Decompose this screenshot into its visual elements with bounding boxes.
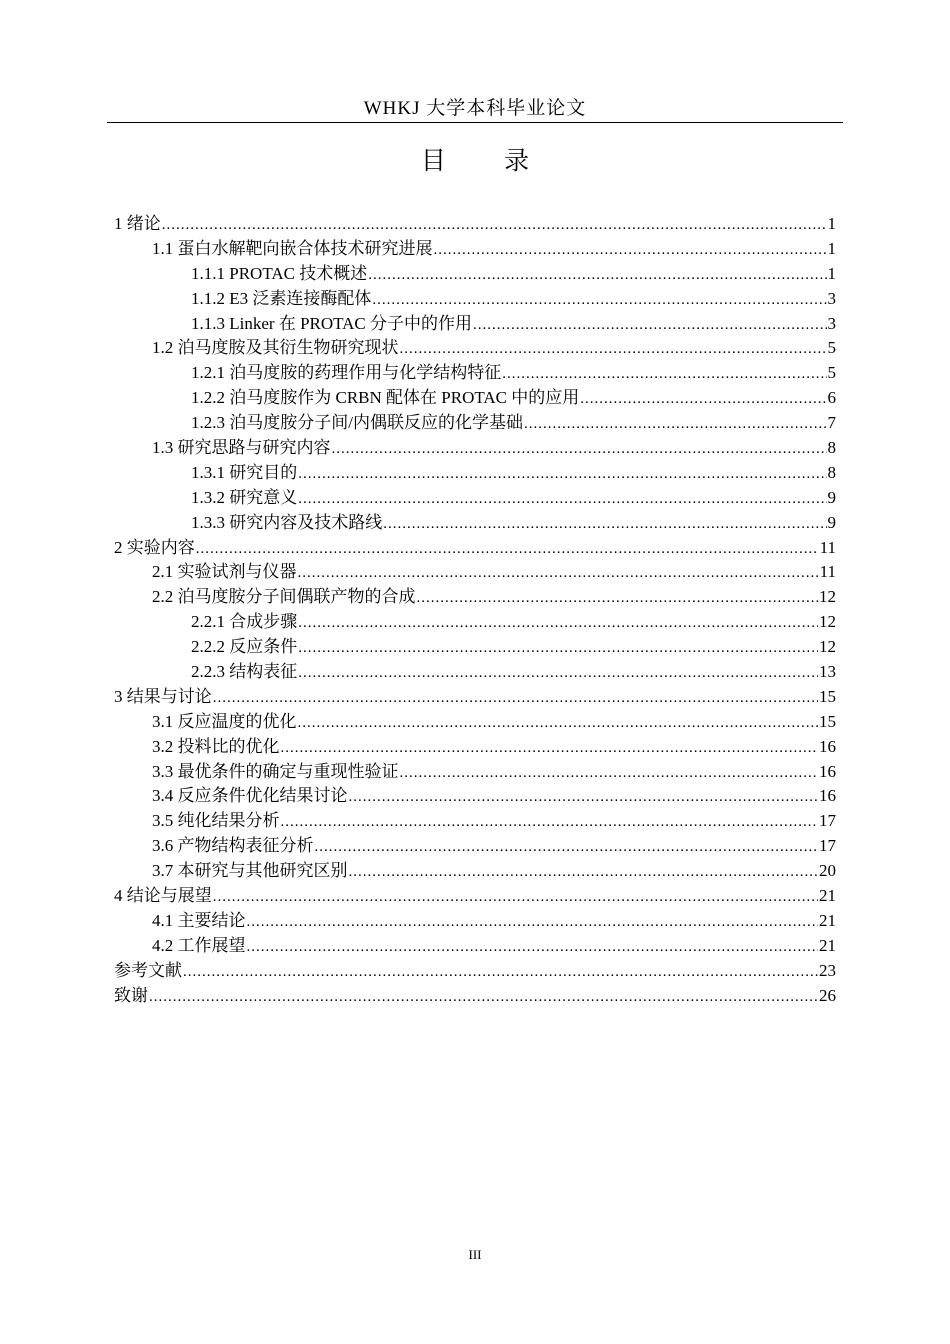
toc-dot-leader bbox=[247, 935, 819, 960]
toc-entry[interactable] bbox=[114, 884, 836, 909]
toc-entry-page: 16 bbox=[819, 786, 836, 806]
toc-entry-page: 1 bbox=[827, 263, 836, 283]
toc-entry-label: 1.1.2 E3 泛素连接酶配体 bbox=[191, 288, 372, 308]
toc-entry-label: 2.2.2 反应条件 bbox=[191, 637, 298, 657]
toc-dot-leader bbox=[417, 586, 819, 611]
toc-entry-label: 1.3.1 研究目的 bbox=[191, 462, 298, 482]
toc-dot-leader bbox=[298, 661, 818, 686]
toc-entry-label: 3.6 产物结构表征分析 bbox=[152, 836, 314, 856]
toc-entry-page: 17 bbox=[819, 836, 836, 856]
toc-entry[interactable] bbox=[114, 511, 836, 536]
toc-entry-page: 12 bbox=[819, 612, 836, 632]
toc-entry-label: 1.2.1 泊马度胺的药理作用与化学结构特征 bbox=[191, 363, 502, 383]
toc-entry-page: 5 bbox=[827, 338, 836, 358]
toc-dot-leader bbox=[368, 263, 826, 288]
toc-entry[interactable] bbox=[114, 660, 836, 685]
toc-entry-label: 4.2 工作展望 bbox=[152, 935, 246, 955]
header-rule bbox=[107, 122, 843, 123]
toc-entry[interactable] bbox=[114, 685, 836, 710]
toc-entry-label: 1.1 蛋白水解靶向嵌合体技术研究进展 bbox=[152, 238, 433, 258]
toc-entry-label: 1.2 泊马度胺及其衍生物研究现状 bbox=[152, 338, 399, 358]
toc-dot-leader bbox=[315, 835, 819, 860]
toc-entry-label: 1.3 研究思路与研究内容 bbox=[152, 438, 331, 458]
toc-entry[interactable] bbox=[114, 809, 836, 834]
toc-dot-leader bbox=[298, 462, 826, 487]
toc-dot-leader bbox=[298, 561, 819, 586]
toc-dot-leader bbox=[213, 686, 818, 711]
toc-entry-page: 21 bbox=[819, 886, 836, 906]
toc-entry-label: 参考文献 bbox=[114, 960, 182, 980]
toc-entry[interactable] bbox=[114, 336, 836, 361]
toc-entry-page: 20 bbox=[819, 861, 836, 881]
toc-dot-leader bbox=[473, 313, 826, 338]
toc-title: 目 录 bbox=[420, 148, 556, 175]
toc-entry[interactable] bbox=[114, 959, 836, 984]
toc-entry-label: 3.3 最优条件的确定与重现性验证 bbox=[152, 761, 399, 781]
toc-entry-label: 3.5 纯化结果分析 bbox=[152, 811, 280, 831]
toc-entry-page: 12 bbox=[819, 637, 836, 657]
toc-dot-leader bbox=[434, 238, 827, 263]
toc-entry-label: 4 结论与展望 bbox=[114, 886, 212, 906]
toc-entry-label: 2 实验内容 bbox=[114, 537, 195, 557]
toc-entry-page: 16 bbox=[819, 761, 836, 781]
toc-entry[interactable] bbox=[114, 237, 836, 262]
toc-dot-leader bbox=[372, 288, 826, 313]
table-of-contents bbox=[114, 212, 836, 1009]
toc-dot-leader bbox=[298, 487, 826, 512]
toc-entry-page: 7 bbox=[827, 413, 836, 433]
toc-dot-leader bbox=[281, 810, 819, 835]
toc-entry-page: 5 bbox=[827, 363, 836, 383]
toc-entry[interactable] bbox=[114, 934, 836, 959]
toc-entry[interactable] bbox=[114, 859, 836, 884]
toc-dot-leader bbox=[149, 985, 818, 1010]
toc-entry-page: 9 bbox=[827, 512, 836, 532]
toc-entry-page: 8 bbox=[827, 438, 836, 458]
toc-entry-label: 1 绪论 bbox=[114, 214, 161, 233]
toc-entry-label: 2.1 实验试剂与仪器 bbox=[152, 562, 297, 582]
toc-entry-label: 1.2.3 泊马度胺分子间/内偶联反应的化学基础 bbox=[191, 413, 523, 433]
toc-entry[interactable] bbox=[114, 212, 836, 237]
toc-entry-label: 3.2 投料比的优化 bbox=[152, 736, 280, 756]
toc-entry[interactable] bbox=[114, 560, 836, 585]
toc-entry-label: 3.1 反应温度的优化 bbox=[152, 711, 297, 731]
toc-entry-page: 15 bbox=[819, 686, 836, 706]
toc-entry-label: 4.1 主要结论 bbox=[152, 910, 246, 930]
toc-entry-label: 2.2.3 结构表征 bbox=[191, 662, 298, 682]
toc-entry-label: 2.2.1 合成步骤 bbox=[191, 612, 298, 632]
toc-entry-page: 21 bbox=[819, 910, 836, 930]
toc-entry[interactable] bbox=[114, 710, 836, 735]
page-number: III bbox=[468, 1247, 482, 1262]
toc-entry-label: 3.4 反应条件优化结果讨论 bbox=[152, 786, 348, 806]
toc-entry[interactable] bbox=[114, 386, 836, 411]
toc-entry-page: 16 bbox=[819, 736, 836, 756]
toc-entry-page: 26 bbox=[819, 985, 836, 1005]
toc-dot-leader bbox=[196, 537, 819, 562]
toc-dot-leader bbox=[400, 761, 819, 786]
toc-entry[interactable] bbox=[114, 486, 836, 511]
toc-entry[interactable] bbox=[114, 635, 836, 660]
toc-entry-page: 3 bbox=[827, 313, 836, 333]
toc-entry-page: 12 bbox=[819, 587, 836, 607]
toc-entry[interactable] bbox=[114, 585, 836, 610]
toc-dot-leader bbox=[502, 362, 826, 387]
toc-entry[interactable] bbox=[114, 735, 836, 760]
toc-entry[interactable] bbox=[114, 312, 836, 337]
toc-entry-page: 3 bbox=[827, 288, 836, 308]
toc-entry-page: 11 bbox=[819, 562, 836, 582]
toc-entry-label: 3.7 本研究与其他研究区别 bbox=[152, 861, 348, 881]
toc-entry[interactable] bbox=[114, 461, 836, 486]
toc-entry-page: 1 bbox=[827, 214, 836, 233]
toc-dot-leader bbox=[247, 910, 819, 935]
toc-dot-leader bbox=[213, 885, 818, 910]
toc-dot-leader bbox=[298, 636, 818, 661]
toc-entry[interactable] bbox=[114, 984, 836, 1009]
toc-entry[interactable] bbox=[114, 262, 836, 287]
toc-entry-label: 致谢 bbox=[114, 985, 148, 1005]
toc-entry-label: 2.2 泊马度胺分子间偶联产物的合成 bbox=[152, 587, 416, 607]
toc-entry-label: 1.3.3 研究内容及技术路线 bbox=[191, 512, 383, 532]
toc-entry[interactable] bbox=[114, 361, 836, 386]
toc-entry[interactable] bbox=[114, 610, 836, 635]
toc-entry[interactable] bbox=[114, 909, 836, 934]
toc-entry-page: 6 bbox=[827, 388, 836, 408]
toc-entry-label: 1.1.3 Linker 在 PROTAC 分子中的作用 bbox=[191, 313, 473, 333]
toc-entry-label: 1.3.2 研究意义 bbox=[191, 487, 298, 507]
toc-entry-label: 1.1.1 PROTAC 技术概述 bbox=[191, 263, 368, 283]
toc-entry-page: 21 bbox=[819, 935, 836, 955]
toc-dot-leader bbox=[281, 736, 819, 761]
toc-entry-page: 1 bbox=[827, 238, 836, 258]
toc-entry-page: 23 bbox=[819, 960, 836, 980]
toc-entry[interactable] bbox=[114, 436, 836, 461]
toc-dot-leader bbox=[298, 611, 818, 636]
toc-dot-leader bbox=[580, 387, 826, 412]
toc-entry-page: 17 bbox=[819, 811, 836, 831]
toc-dot-leader bbox=[383, 512, 826, 537]
toc-entry[interactable] bbox=[114, 411, 836, 436]
toc-dot-leader bbox=[400, 337, 827, 362]
toc-dot-leader bbox=[349, 785, 819, 810]
running-header: WHKJ 大学本科毕业论文 bbox=[363, 98, 587, 119]
toc-dot-leader bbox=[298, 711, 819, 736]
toc-entry[interactable] bbox=[114, 536, 836, 561]
toc-entry[interactable] bbox=[114, 287, 836, 312]
toc-dot-leader bbox=[162, 213, 827, 238]
toc-dot-leader bbox=[332, 437, 827, 462]
toc-entry[interactable] bbox=[114, 784, 836, 809]
toc-entry-label: 3 结果与讨论 bbox=[114, 686, 212, 706]
toc-entry-page: 11 bbox=[819, 537, 836, 557]
toc-dot-leader bbox=[524, 412, 827, 437]
toc-dot-leader bbox=[349, 860, 819, 885]
toc-entry[interactable] bbox=[114, 760, 836, 785]
toc-entry-page: 9 bbox=[827, 487, 836, 507]
toc-entry-page: 13 bbox=[819, 662, 836, 682]
toc-entry-label: 1.2.2 泊马度胺作为 CRBN 配体在 PROTAC 中的应用 bbox=[191, 388, 580, 408]
toc-dot-leader bbox=[183, 960, 818, 985]
toc-entry-page: 8 bbox=[827, 462, 836, 482]
toc-entry[interactable] bbox=[114, 834, 836, 859]
toc-entry-page: 15 bbox=[819, 711, 836, 731]
